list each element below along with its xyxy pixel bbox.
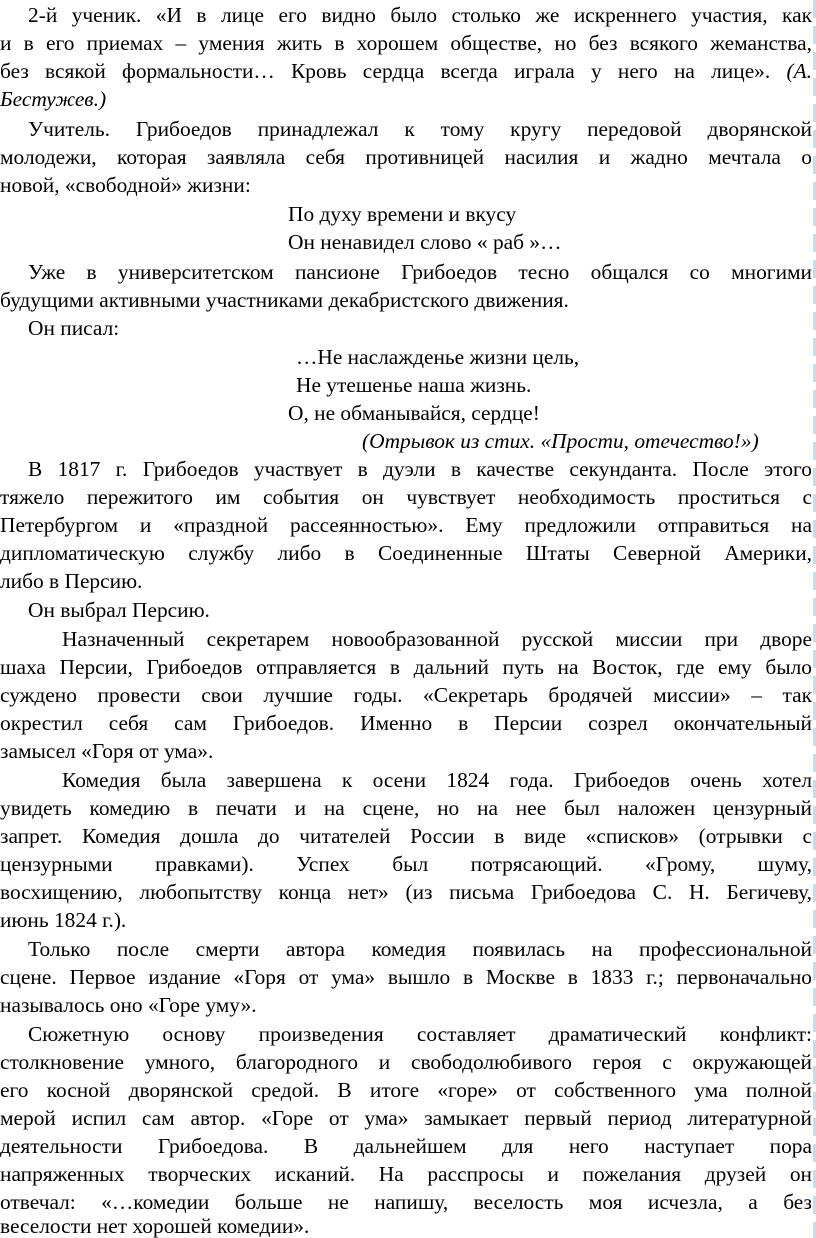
- text-line: мерой испил сам автор. «Горе от ума» замыкает первый период литературной: [0, 1106, 812, 1130]
- text-line: его косной дворянской средой. В итоге «горе» от собственного ума полной: [0, 1078, 812, 1102]
- text-line: называлось оно «Горе уму».: [0, 993, 257, 1017]
- text-line: либо в Персию.: [0, 569, 143, 593]
- text-line: увидеть комедию в печати и на сцене, но на нее был наложен цензурный: [0, 796, 812, 820]
- verse-source: (Отрывок из стих. «Прости, отечество!»): [362, 429, 759, 453]
- text-line: и в его приемах – умения жить в хорошем обществе, но без всякого жеманства,: [0, 31, 812, 55]
- text-line: сцене. Первое издание «Горя от ума» вышло в Москве в 1833 г.; первоначально: [0, 965, 812, 989]
- verse-line: Он ненавидел слово « раб »…: [288, 230, 562, 254]
- quote-text: без всякой формальности… Кровь сердца всегда играла у него на лице». (А.: [0, 59, 812, 83]
- text-line: Только после смерти автора комедия появилась на профессиональной: [28, 937, 812, 961]
- verse-line: По духу времени и вкусу: [288, 202, 517, 226]
- text-line: В 1817 г. Грибоедов участвует в дуэли в качестве секунданта. После этого: [28, 457, 812, 481]
- text-line: молодежи, которая заявляла себя противницей насилия и жадно мечтала о: [0, 145, 812, 169]
- text-line: окрестил себя сам Грибоедов. Именно в Персии созрел окончательный: [0, 711, 812, 735]
- text-line: замысел «Горя от ума».: [0, 739, 214, 763]
- text-line: Сюжетную основу произведения составляет драматический конфликт:: [28, 1022, 812, 1046]
- text-line: июнь 1824 г.).: [0, 908, 127, 932]
- text-line: Учитель. Грибоедов принадлежал к тому кругу передовой дворянской: [28, 117, 812, 141]
- text-line: тяжело пережитого им события он чувствует необходимость проститься с: [0, 485, 812, 509]
- verse-line: О, не обманывайся, сердце!: [288, 401, 540, 425]
- text-line: шаха Персии, Грибоедов отправляется в дальний путь на Восток, где ему было: [0, 655, 812, 679]
- text-line: Комедия была завершена к осени 1824 года. Грибоедов очень хотел: [62, 768, 812, 792]
- text-line: Он выбрал Персию.: [28, 598, 210, 622]
- text-line: восхищению, любопытству конца нет» (из письма Грибоедова С. Н. Бегичеву,: [0, 880, 812, 904]
- text-line: Назначенный секретарем новообразованной русской миссии при дворе: [62, 627, 812, 651]
- text-line: цензурными правками). Успех был потрясающий. «Грому, шуму,: [0, 852, 812, 876]
- verse-line: …Не наслажденье жизни цель,: [296, 345, 580, 369]
- text-line: столкновение умного, благородного и свободолюбивого героя с окружающей: [0, 1050, 812, 1074]
- text-line: деятельности Грибоедова. В дальнейшем для него наступает пора: [0, 1134, 812, 1158]
- text-line: Уже в университетском пансионе Грибоедов тесно общался со многими: [28, 260, 812, 284]
- text-line: отвечал: «…комедии больше не напишу, веселость моя исчезла, а без: [0, 1190, 812, 1214]
- text-line: запрет. Комедия дошла до читателей России в виде «списков» (отрывки с: [0, 824, 812, 848]
- text-line: новой, «свободной» жизни:: [0, 173, 251, 197]
- text-line-author: Бестужев.): [0, 87, 107, 111]
- text-line: 2-й ученик. «И в лице его видно было столько же искреннего участия, как: [28, 3, 812, 27]
- text-line: [0, 58, 812, 85]
- author-attribution: (А.: [786, 59, 812, 83]
- text-line: Петербургом и «праздной рассеянностью». Ему предложили отправиться на: [0, 513, 812, 537]
- text-line: будущими активными участниками декабристского движения.: [0, 288, 569, 312]
- text-line: напряженных творческих исканий. На расспросы и пожелания друзей он: [0, 1162, 812, 1186]
- text-line: дипломатическую службу либо в Соединенные Штаты Северной Америки,: [0, 541, 812, 565]
- verse-line: Не утешенье наша жизнь.: [296, 373, 532, 397]
- text-line: веселости нет хорошей комедии».: [0, 1214, 310, 1238]
- text-line: Он писал:: [28, 316, 120, 340]
- text-line: суждено провести свои лучшие годы. «Секретарь бродячей миссии» – так: [0, 683, 812, 707]
